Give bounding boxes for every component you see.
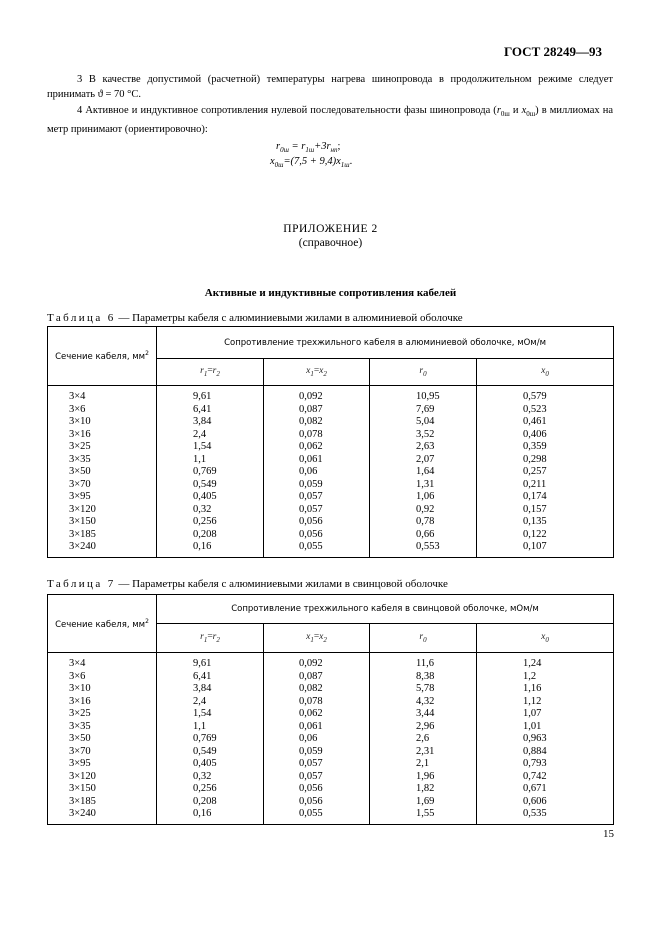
table-7 xyxy=(47,594,614,825)
table-cell: 7,69 xyxy=(416,403,435,415)
table-cell: 0,059 xyxy=(299,745,323,757)
table-6-header-x1-sub: 1 xyxy=(310,369,314,378)
table-cell: 11,6 xyxy=(416,658,434,669)
table-cell: 0,055 xyxy=(299,541,323,552)
table-6-header-r2-sub: 2 xyxy=(216,369,220,378)
table-6-header-r1-r2 xyxy=(157,359,264,386)
formula-rnp-subscript: нп xyxy=(330,146,338,155)
table-cell: 0,062 xyxy=(299,441,323,452)
formula-r1-term: = r xyxy=(288,141,306,152)
table-6-caption-text: — Параметры кабеля с алюминиевыми жилами в алюминиевой оболочке xyxy=(115,312,463,324)
table-cell: 0,92 xyxy=(416,503,435,515)
table-7-header-r0-sub: 0 xyxy=(423,635,427,644)
table-7-header-x1-symbol: x xyxy=(306,632,311,643)
section-title: Активные и индуктивные сопротивления кабелей xyxy=(204,287,457,299)
table-7-header-r1-symbol: r xyxy=(200,632,204,643)
table-7-header-x0-symbol: x xyxy=(541,632,546,643)
table-cell: 2,4 xyxy=(193,428,207,440)
table-6-header-x-eq: = xyxy=(313,366,320,377)
table-cell: 0,405 xyxy=(193,491,217,502)
table-cell: 0,963 xyxy=(523,733,547,744)
table-cell: 1,54 xyxy=(193,708,212,719)
table-cell: 1,96 xyxy=(416,770,435,782)
table-cell: 1,64 xyxy=(416,466,435,477)
note-4-text-b: ) в миллиомах на метр принимают (ориентировочно): xyxy=(47,105,613,136)
formula-x0 xyxy=(270,156,352,169)
note-4-x-symbol: x xyxy=(521,105,527,116)
table-6-group-header: Сопротивление трехжильного кабеля в алюминиевой оболочке, мОм/м xyxy=(157,327,614,359)
table-cell: 0,257 xyxy=(523,466,547,477)
table-cell: 0,06 xyxy=(299,733,318,744)
table-7-header-x1-sub: 1 xyxy=(310,635,314,644)
table-cell: 3×35 xyxy=(69,453,91,465)
table-7-col-section xyxy=(48,653,157,825)
table-cell: 0,769 xyxy=(193,466,217,477)
table-6-header-x1-x2 xyxy=(264,359,370,386)
table-7-caption-prefix: Таблица 7 xyxy=(47,578,116,590)
table-cell: 0,66 xyxy=(416,528,435,540)
table-6-header-r1-sub: 1 xyxy=(203,369,208,378)
table-7-header-x2-sub: 2 xyxy=(323,635,327,644)
table-cell: 2,31 xyxy=(416,745,435,757)
table-cell: 0,553 xyxy=(416,541,440,552)
table-7-header-r-eq: = xyxy=(207,632,213,643)
table-6-header-x1-symbol: x xyxy=(306,366,311,377)
table-7-header-r1-sub: 1 xyxy=(203,635,208,644)
table-cell: 1,69 xyxy=(416,795,435,807)
table-cell: 3×95 xyxy=(69,491,91,502)
table-cell: 0,057 xyxy=(299,491,323,502)
table-6-col-r0 xyxy=(370,386,477,558)
table-cell: 3×150 xyxy=(69,783,96,794)
table-cell: 0,208 xyxy=(193,795,217,807)
table-7-header-r0-symbol: r xyxy=(419,632,424,643)
table-cell: 2,07 xyxy=(416,453,435,465)
table-7-group-header: Сопротивление трехжильного кабеля в свинцовой оболочке, мОм/м xyxy=(157,595,614,624)
table-7-col-x0 xyxy=(477,653,614,825)
table-cell: 0,092 xyxy=(299,658,323,669)
table-cell: 4,32 xyxy=(416,695,435,707)
note-4 xyxy=(47,103,613,137)
table-cell: 5,78 xyxy=(416,683,435,694)
table-cell: 3×240 xyxy=(69,808,96,819)
table-cell: 3×25 xyxy=(69,441,91,452)
table-cell: 0,359 xyxy=(523,441,547,452)
table-cell: 0,061 xyxy=(299,453,323,465)
table-7-header-r0 xyxy=(370,624,477,653)
table-cell: 0,523 xyxy=(523,403,547,415)
formula-r0-end: ; xyxy=(337,141,341,152)
table-cell: 3×50 xyxy=(69,733,91,744)
table-cell: 3,44 xyxy=(416,708,435,719)
table-cell: 0,122 xyxy=(523,528,547,540)
table-7-section-header-sup: 2 xyxy=(145,617,149,625)
table-cell: 1,1 xyxy=(193,453,207,465)
appendix-subtitle: (справочное) xyxy=(298,237,363,249)
table-cell: 1,12 xyxy=(523,695,542,707)
table-cell: 3×185 xyxy=(69,528,96,540)
table-cell: 0,055 xyxy=(299,808,323,819)
table-cell: 3×10 xyxy=(69,416,91,427)
table-7-section-header-text: Сечение кабеля, мм xyxy=(55,619,146,630)
formula-r0-subscript: 0ш xyxy=(280,146,289,155)
table-6-col-section xyxy=(48,386,157,558)
table-6-col-x0 xyxy=(477,386,614,558)
table-cell: 3×150 xyxy=(69,516,96,527)
table-cell: 3×95 xyxy=(69,758,91,769)
table-cell: 1,82 xyxy=(416,783,435,794)
table-cell: 6,41 xyxy=(193,670,212,682)
table-cell: 9,61 xyxy=(193,658,212,669)
table-cell: 0,174 xyxy=(523,491,547,502)
table-7-col-x1-x2 xyxy=(264,653,370,825)
formula-x1-subscript: 1ш xyxy=(340,161,350,170)
table-7-col-r0 xyxy=(370,653,477,825)
table-cell: 0,406 xyxy=(523,428,547,440)
table-cell: 0,256 xyxy=(193,516,217,527)
formula-x1-term: =(7,5 + 9,4)x xyxy=(283,156,341,167)
table-cell: 3,84 xyxy=(193,683,212,694)
appendix-title: ПРИЛОЖЕНИЕ 2 xyxy=(283,223,378,235)
table-cell: 0,298 xyxy=(523,453,547,465)
table-cell: 0,082 xyxy=(299,683,323,694)
table-7-caption xyxy=(47,578,448,590)
table-cell: 0,057 xyxy=(299,770,323,782)
note-3 xyxy=(47,72,613,102)
table-7-header-r2-sub: 2 xyxy=(216,635,220,644)
table-7-section-header xyxy=(48,595,157,653)
table-cell: 3×4 xyxy=(69,658,86,669)
table-cell: 0,32 xyxy=(193,503,212,515)
table-cell: 0,16 xyxy=(193,808,212,819)
note-4-r-subscript: 0ш xyxy=(500,110,510,119)
table-cell: 0,061 xyxy=(299,720,323,732)
table-cell: 0,092 xyxy=(299,391,323,402)
table-6-section-header-sup: 2 xyxy=(145,350,149,358)
table-cell: 10,95 xyxy=(416,391,440,402)
note-4-text-a: 4 Активное и индуктивное сопротивления нулевой последовательности фазы шинопровода ( xyxy=(77,105,497,116)
table-6-header-r0 xyxy=(370,359,477,386)
table-6-header-x0-sub: 0 xyxy=(545,369,549,378)
table-cell: 0,535 xyxy=(523,808,547,819)
table-7-header-x-eq: = xyxy=(313,632,320,643)
table-cell: 1,1 xyxy=(193,720,207,732)
table-cell: 3×120 xyxy=(69,770,96,782)
table-7-header-x0-sub: 0 xyxy=(545,635,549,644)
table-cell: 2,6 xyxy=(416,733,430,744)
table-6-caption xyxy=(47,312,463,324)
table-cell: 0,157 xyxy=(523,503,547,515)
table-cell: 3×70 xyxy=(69,478,91,490)
table-cell: 0,056 xyxy=(299,783,323,794)
table-cell: 0,742 xyxy=(523,770,547,782)
table-cell: 0,057 xyxy=(299,503,323,515)
table-cell: 0,78 xyxy=(416,516,435,527)
table-7-header-x1-x2 xyxy=(264,624,370,653)
table-cell: 8,38 xyxy=(416,670,435,682)
table-cell: 0,135 xyxy=(523,516,547,527)
table-cell: 0,671 xyxy=(523,783,547,794)
table-6-header-r1-symbol: r xyxy=(200,366,204,377)
table-cell: 0,107 xyxy=(523,541,547,552)
table-cell: 3×240 xyxy=(69,541,96,552)
table-cell: 5,04 xyxy=(416,416,435,427)
table-cell: 3×25 xyxy=(69,708,91,719)
table-6-header-x0-symbol: x xyxy=(541,366,546,377)
table-cell: 0,16 xyxy=(193,541,212,552)
table-cell: 3×70 xyxy=(69,745,91,757)
table-cell: 2,96 xyxy=(416,720,435,732)
table-cell: 1,2 xyxy=(523,670,537,682)
table-cell: 0,211 xyxy=(523,478,547,490)
table-cell: 1,55 xyxy=(416,808,435,819)
table-cell: 3×6 xyxy=(69,670,86,682)
appendix-heading xyxy=(0,222,661,250)
table-cell: 0,769 xyxy=(193,733,217,744)
table-cell: 0,078 xyxy=(299,695,323,707)
table-6-col-r1-r2 xyxy=(157,386,264,558)
table-cell: 3×10 xyxy=(69,683,91,694)
page-number: 15 xyxy=(603,828,614,840)
table-cell: 3×120 xyxy=(69,503,96,515)
formula-r1-subscript: 1ш xyxy=(305,146,315,155)
table-cell: 0,461 xyxy=(523,416,547,427)
table-6-header-r2-symbol: r xyxy=(212,366,217,377)
table-cell: 0,087 xyxy=(299,670,323,682)
table-cell: 9,61 xyxy=(193,391,212,402)
table-cell: 1,01 xyxy=(523,720,542,732)
table-7-header-x2-symbol: x xyxy=(319,632,324,643)
note-3-text: 3 В качестве допустимой (расчетной) температуры нагрева шинопровода в продолжительном режиме следует принимать ϑ = 70 °С. xyxy=(47,74,613,100)
formula-x0-subscript: 0ш xyxy=(274,161,284,170)
formula-r0 xyxy=(276,141,340,154)
table-7-col-r1-r2 xyxy=(157,653,264,825)
table-cell: 2,1 xyxy=(416,758,430,769)
table-cell: 2,63 xyxy=(416,441,435,452)
table-6-section-header xyxy=(48,327,157,386)
table-cell: 0,549 xyxy=(193,745,217,757)
table-cell: 1,24 xyxy=(523,658,542,669)
table-cell: 1,16 xyxy=(523,683,542,694)
table-cell: 0,059 xyxy=(299,478,323,490)
table-cell: 3×16 xyxy=(69,428,91,440)
note-4-x-subscript: 0ш xyxy=(526,110,536,119)
formula-x0-symbol: x xyxy=(270,156,275,167)
table-cell: 3×4 xyxy=(69,391,86,402)
table-cell: 1,07 xyxy=(523,708,542,719)
table-cell: 0,32 xyxy=(193,770,212,782)
table-cell: 0,078 xyxy=(299,428,323,440)
table-cell: 6,41 xyxy=(193,403,212,415)
note-4-and: и xyxy=(509,105,522,116)
table-cell: 1,06 xyxy=(416,491,435,502)
table-6-col-x1-x2 xyxy=(264,386,370,558)
table-cell: 0,062 xyxy=(299,708,323,719)
table-cell: 3×35 xyxy=(69,720,91,732)
table-6-header-x2-sub: 2 xyxy=(323,369,327,378)
table-cell: 1,54 xyxy=(193,441,212,452)
table-cell: 1,31 xyxy=(416,478,435,490)
table-cell: 0,056 xyxy=(299,516,323,527)
table-cell: 3,84 xyxy=(193,416,212,427)
table-cell: 3×16 xyxy=(69,695,91,707)
table-6-header-x2-symbol: x xyxy=(319,366,324,377)
table-cell: 0,884 xyxy=(523,745,547,757)
table-cell: 3,52 xyxy=(416,428,435,440)
table-6-header-r0-sub: 0 xyxy=(423,369,427,378)
table-7-caption-text: — Параметры кабеля с алюминиевыми жилами в свинцовой оболочке xyxy=(115,578,448,590)
formula-x0-end: . xyxy=(349,156,353,167)
table-6-header-x0 xyxy=(477,359,614,386)
document-code: ГОСТ 28249—93 xyxy=(503,44,602,59)
table-cell: 0,549 xyxy=(193,478,217,490)
table-6-header-r0-symbol: r xyxy=(419,366,424,377)
note-4-r-symbol: r xyxy=(496,105,501,116)
table-6-header-r-eq: = xyxy=(207,366,213,377)
table-7-header-r2-symbol: r xyxy=(212,632,217,643)
table-cell: 0,256 xyxy=(193,783,217,794)
table-cell: 0,579 xyxy=(523,391,547,402)
table-cell: 0,405 xyxy=(193,758,217,769)
table-cell: 0,056 xyxy=(299,528,323,540)
table-7-header-x0 xyxy=(477,624,614,653)
table-cell: 0,793 xyxy=(523,758,547,769)
table-cell: 0,06 xyxy=(299,466,318,477)
table-cell: 0,057 xyxy=(299,758,323,769)
table-cell: 2,4 xyxy=(193,695,207,707)
table-6-section-header-text: Сечение кабеля, мм xyxy=(55,351,146,362)
table-cell: 0,606 xyxy=(523,795,547,807)
table-cell: 0,087 xyxy=(299,403,323,415)
table-cell: 0,056 xyxy=(299,795,323,807)
formula-r0-symbol: r xyxy=(276,141,281,152)
table-7-header-r1-r2 xyxy=(157,624,264,653)
table-cell: 3×50 xyxy=(69,466,91,477)
table-6-caption-prefix: Таблица 6 xyxy=(47,312,116,324)
table-cell: 0,082 xyxy=(299,416,323,427)
table-cell: 3×185 xyxy=(69,795,96,807)
table-cell: 3×6 xyxy=(69,403,86,415)
table-6 xyxy=(47,326,614,558)
table-cell: 0,208 xyxy=(193,528,217,540)
formula-rnp-term: +3r xyxy=(314,141,331,152)
